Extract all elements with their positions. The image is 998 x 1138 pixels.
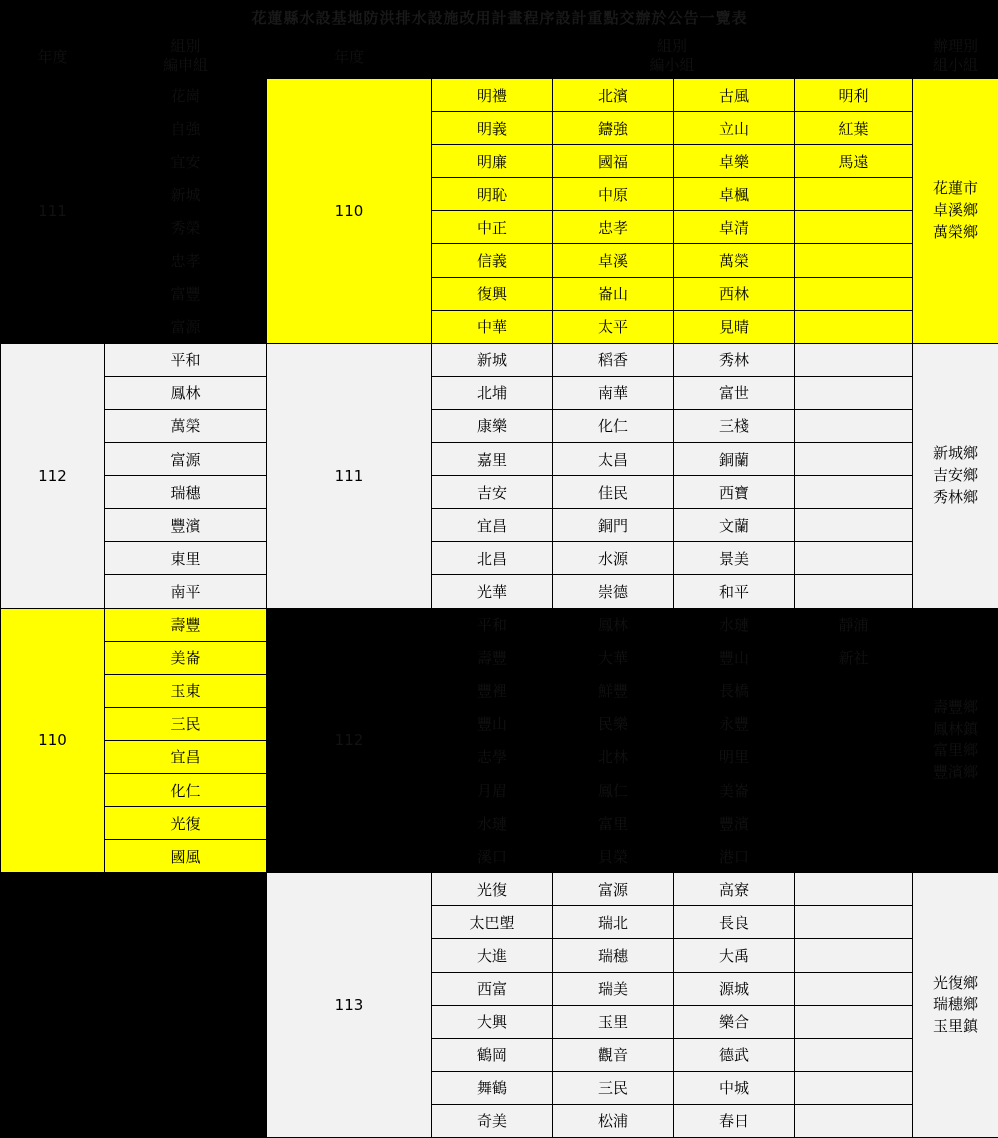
table-row (1, 873, 998, 906)
block-4-sub-1: 奇美 (432, 1104, 553, 1137)
header-note (913, 34, 998, 79)
block-1-sub-3: 見晴 (674, 310, 795, 343)
block-1-district: 新城 (105, 178, 267, 211)
table-row (1, 211, 998, 244)
table-row (1, 409, 998, 442)
block-4-sub-3: 春日 (674, 1104, 795, 1137)
block-3-sub-3: 美崙 (674, 773, 795, 806)
block-4-sub-2: 瑞穗 (553, 939, 674, 972)
block-3-district: 化仁 (105, 773, 267, 806)
page-title (1, 1, 998, 34)
block-3-sub-4 (795, 707, 913, 740)
block-2-sub-2: 水源 (553, 542, 674, 575)
block-3-sub-1: 水璉 (432, 807, 553, 840)
block-2-district: 東里 (105, 542, 267, 575)
block-4-district (105, 1038, 267, 1071)
block-3-sub-1: 豐裡 (432, 674, 553, 707)
block-3-right-year: 112 (267, 608, 432, 873)
block-4-sub-2: 瑞北 (553, 906, 674, 939)
block-1-sub-1: 明恥 (432, 178, 553, 211)
table-row (1, 807, 998, 840)
block-4-sub-2: 觀音 (553, 1038, 674, 1071)
block-2-sub-4 (795, 509, 913, 542)
block-2-right-year: 111 (267, 343, 432, 608)
table-row (1, 906, 998, 939)
table-row (1, 310, 998, 343)
block-2-sub-4 (795, 343, 913, 376)
block-1-sub-3: 立山 (674, 112, 795, 145)
block-1-sub-1: 中正 (432, 211, 553, 244)
block-1-year: 111 (1, 79, 105, 344)
table-row (1, 707, 998, 740)
block-3-district: 壽豐 (105, 608, 267, 641)
block-4-district (105, 1104, 267, 1137)
block-2-sub-3: 銅蘭 (674, 443, 795, 476)
block-4-sub-3: 樂合 (674, 1005, 795, 1038)
table-row (1, 443, 998, 476)
block-1-sub-1: 明禮 (432, 79, 553, 112)
block-1-district: 花崗 (105, 79, 267, 112)
block-4-sub-2: 松浦 (553, 1104, 674, 1137)
block-3-district: 美崙 (105, 641, 267, 674)
block-2-sub-2: 化仁 (553, 409, 674, 442)
block-3-sub-2: 北林 (553, 740, 674, 773)
block-1-sub-4: 馬遠 (795, 145, 913, 178)
block-4-sub-4 (795, 939, 913, 972)
block-1-sub-4: 紅葉 (795, 112, 913, 145)
block-3-sub-2: 貝榮 (553, 840, 674, 873)
block-1-sub-4 (795, 244, 913, 277)
table-row (1, 608, 998, 641)
block-2-sub-2: 稻香 (553, 343, 674, 376)
block-1-sub-4 (795, 277, 913, 310)
block-1-sub-2: 卓溪 (553, 244, 674, 277)
table-row (1, 972, 998, 1005)
block-1-district: 自強 (105, 112, 267, 145)
block-1-sub-3: 古風 (674, 79, 795, 112)
block-2-district: 富源 (105, 443, 267, 476)
block-3-sub-2: 鳳林 (553, 608, 674, 641)
block-4-sub-1: 大進 (432, 939, 553, 972)
block-1-sub-2: 北濱 (553, 79, 674, 112)
block-3-sub-3: 永豐 (674, 707, 795, 740)
block-1-sub-4: 明利 (795, 79, 913, 112)
block-4-sub-3: 中城 (674, 1071, 795, 1104)
block-4-sub-2: 富源 (553, 873, 674, 906)
block-4-year (1, 873, 105, 1138)
block-2-note: 新城鄉 吉安鄉 秀林鄉 (913, 343, 998, 608)
block-4-sub-4 (795, 906, 913, 939)
block-4-sub-1: 光復 (432, 873, 553, 906)
block-1-sub-3: 卓樂 (674, 145, 795, 178)
block-2-sub-1: 吉安 (432, 476, 553, 509)
block-4-sub-1: 舞鶴 (432, 1071, 553, 1104)
table-title-row (1, 1, 998, 34)
table-header-row (1, 34, 998, 79)
block-3-sub-2: 大華 (553, 641, 674, 674)
block-2-sub-2: 崇德 (553, 575, 674, 608)
header-subdistrict-line1: 組別 (656, 37, 687, 56)
block-3-sub-3: 豐濱 (674, 807, 795, 840)
block-3-sub-4 (795, 807, 913, 840)
block-2-sub-1: 康樂 (432, 409, 553, 442)
table-row (1, 939, 998, 972)
block-3-sub-4: 靜浦 (795, 608, 913, 641)
block-1-sub-2: 太平 (553, 310, 674, 343)
table-row (1, 343, 998, 376)
block-3-sub-1: 壽豐 (432, 641, 553, 674)
block-4-sub-3: 德武 (674, 1038, 795, 1071)
block-2-sub-1: 北埔 (432, 376, 553, 409)
block-1-sub-2: 崙山 (553, 277, 674, 310)
header-bigdistrict (105, 34, 267, 79)
block-2-sub-3: 景美 (674, 542, 795, 575)
block-4-note: 光復鄉 瑞穗鄉 玉里鎮 (913, 873, 998, 1138)
block-2-sub-4 (795, 476, 913, 509)
block-4-sub-1: 西富 (432, 972, 553, 1005)
block-3-sub-4 (795, 674, 913, 707)
table-row (1, 244, 998, 277)
block-4-sub-1: 鶴岡 (432, 1038, 553, 1071)
block-3-sub-2: 鮮豐 (553, 674, 674, 707)
block-3-sub-3: 水璉 (674, 608, 795, 641)
block-3-sub-3: 豐山 (674, 641, 795, 674)
block-2-sub-3: 秀林 (674, 343, 795, 376)
block-4-district (105, 906, 267, 939)
block-3-sub-1: 豐山 (432, 707, 553, 740)
block-2-sub-3: 和平 (674, 575, 795, 608)
block-1-sub-4 (795, 178, 913, 211)
table-row (1, 1104, 998, 1137)
block-4-right-year: 113 (267, 873, 432, 1138)
block-4-sub-4 (795, 972, 913, 1005)
block-3-sub-1: 溪口 (432, 840, 553, 873)
block-4-sub-3: 高寮 (674, 873, 795, 906)
block-2-district: 鳳林 (105, 376, 267, 409)
table-row (1, 277, 998, 310)
block-3-sub-1: 平和 (432, 608, 553, 641)
block-2-sub-2: 太昌 (553, 443, 674, 476)
block-2-sub-1: 嘉里 (432, 443, 553, 476)
table-row (1, 740, 998, 773)
block-4-sub-1: 大興 (432, 1005, 553, 1038)
block-2-sub-3: 西寶 (674, 476, 795, 509)
block-3-note: 壽豐鄉 鳳林鎮 富里鄉 豐濱鄉 (913, 608, 998, 873)
table-row (1, 641, 998, 674)
table-row (1, 773, 998, 806)
table-row (1, 376, 998, 409)
table-row (1, 476, 998, 509)
block-2-district: 豐濱 (105, 509, 267, 542)
block-2-sub-1: 光華 (432, 575, 553, 608)
block-3-district: 宜昌 (105, 740, 267, 773)
table-row (1, 542, 998, 575)
block-3-district: 光復 (105, 807, 267, 840)
header-note-line2: 組小組 (933, 56, 979, 74)
block-1-sub-3: 萬榮 (674, 244, 795, 277)
block-3-sub-3: 長橋 (674, 674, 795, 707)
block-2-district: 瑞穗 (105, 476, 267, 509)
table-row (1, 840, 998, 873)
table-row (1, 178, 998, 211)
block-2-sub-1: 宜昌 (432, 509, 553, 542)
block-4-sub-2: 玉里 (553, 1005, 674, 1038)
block-4-district (105, 1005, 267, 1038)
block-1-sub-4 (795, 211, 913, 244)
table-row (1, 145, 998, 178)
block-2-sub-1: 新城 (432, 343, 553, 376)
block-3-sub-4: 新社 (795, 641, 913, 674)
block-4-sub-3: 長良 (674, 906, 795, 939)
block-3-sub-4 (795, 773, 913, 806)
block-4-sub-4 (795, 1038, 913, 1071)
block-1-sub-1: 中華 (432, 310, 553, 343)
block-1-sub-1: 復興 (432, 277, 553, 310)
block-1-right-year: 110 (267, 79, 432, 344)
header-bigdistrict-line2: 編申組 (162, 56, 208, 74)
block-1-note: 花蓮市 卓溪鄉 萬榮鄉 (913, 79, 998, 344)
block-3-sub-1: 志學 (432, 740, 553, 773)
block-2-sub-1: 北昌 (432, 542, 553, 575)
table-row (1, 509, 998, 542)
block-1-sub-2: 中原 (553, 178, 674, 211)
block-3-district: 玉東 (105, 674, 267, 707)
block-1-district: 宜安 (105, 145, 267, 178)
block-4-sub-4 (795, 873, 913, 906)
page-title-text: 花蓮縣水設基地防洪排水設施改用計畫程序設計重點交辦於公告一覽表 (251, 8, 748, 27)
block-1-sub-2: 鑄強 (553, 112, 674, 145)
block-4-sub-2: 瑞美 (553, 972, 674, 1005)
block-3-sub-4 (795, 840, 913, 873)
block-2-sub-4 (795, 575, 913, 608)
table-row (1, 575, 998, 608)
block-1-sub-1: 明義 (432, 112, 553, 145)
header-note-line1: 辦理別 (933, 37, 979, 56)
header-subdistrict-line2: 編小組 (649, 56, 695, 74)
block-4-sub-4 (795, 1071, 913, 1104)
block-3-sub-3: 明里 (674, 740, 795, 773)
block-1-district: 富源 (105, 310, 267, 343)
block-4-district (105, 1071, 267, 1104)
table-row (1, 1038, 998, 1071)
block-2-district: 南平 (105, 575, 267, 608)
header-subdistrict (432, 34, 913, 79)
block-1-sub-2: 忠孝 (553, 211, 674, 244)
block-3-sub-1: 月眉 (432, 773, 553, 806)
block-4-sub-4 (795, 1005, 913, 1038)
block-3-sub-2: 鳳仁 (553, 773, 674, 806)
block-1-sub-2: 國福 (553, 145, 674, 178)
block-2-sub-4 (795, 542, 913, 575)
block-3-sub-4 (795, 740, 913, 773)
block-2-sub-3: 文蘭 (674, 509, 795, 542)
block-2-sub-3: 三棧 (674, 409, 795, 442)
table-row (1, 1071, 998, 1104)
block-1-district: 忠孝 (105, 244, 267, 277)
block-3-district: 國風 (105, 840, 267, 873)
block-2-sub-2: 佳民 (553, 476, 674, 509)
block-1-sub-3: 卓清 (674, 211, 795, 244)
block-2-district: 平和 (105, 343, 267, 376)
header-year-1: 年度 (1, 34, 105, 79)
block-3-sub-3: 港口 (674, 840, 795, 873)
block-1-district: 富豐 (105, 277, 267, 310)
header-year-2: 年度 (267, 34, 432, 79)
block-4-district (105, 873, 267, 906)
block-3-district: 三民 (105, 707, 267, 740)
block-4-sub-4 (795, 1104, 913, 1137)
block-3-sub-2: 富里 (553, 807, 674, 840)
block-4-district (105, 939, 267, 972)
table-row (1, 1005, 998, 1038)
block-2-sub-4 (795, 443, 913, 476)
block-1-sub-4 (795, 310, 913, 343)
table-row (1, 79, 998, 112)
block-3-sub-2: 民樂 (553, 707, 674, 740)
block-2-year: 112 (1, 343, 105, 608)
block-4-district (105, 972, 267, 1005)
block-4-sub-3: 大禹 (674, 939, 795, 972)
header-bigdistrict-line1: 組別 (170, 37, 201, 56)
block-2-sub-2: 南華 (553, 376, 674, 409)
block-4-sub-1: 太巴塱 (432, 906, 553, 939)
block-1-district: 秀榮 (105, 211, 267, 244)
block-2-sub-2: 銅門 (553, 509, 674, 542)
block-1-sub-3: 西林 (674, 277, 795, 310)
block-3-year: 110 (1, 608, 105, 873)
table-row (1, 112, 998, 145)
block-2-district: 萬榮 (105, 409, 267, 442)
block-2-sub-4 (795, 376, 913, 409)
block-4-sub-3: 源城 (674, 972, 795, 1005)
block-1-sub-1: 明廉 (432, 145, 553, 178)
block-4-sub-2: 三民 (553, 1071, 674, 1104)
block-1-sub-3: 卓楓 (674, 178, 795, 211)
block-2-sub-4 (795, 409, 913, 442)
block-2-sub-3: 富世 (674, 376, 795, 409)
block-1-sub-1: 信義 (432, 244, 553, 277)
table-row (1, 674, 998, 707)
